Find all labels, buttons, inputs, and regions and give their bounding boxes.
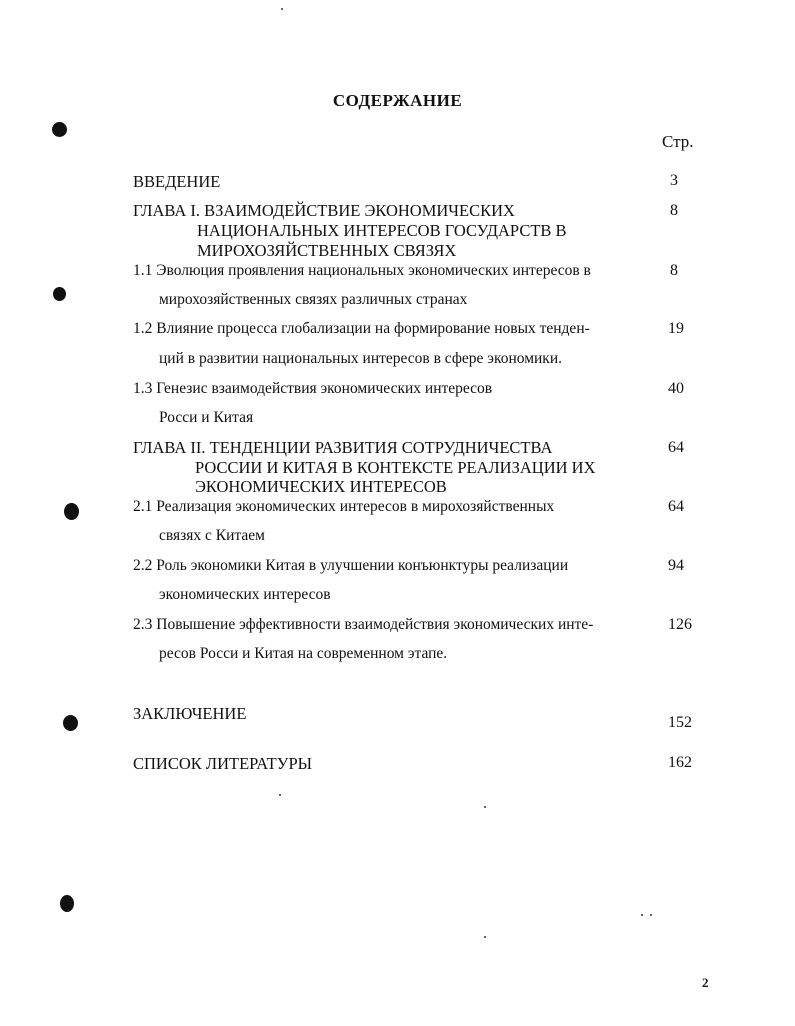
toc-entry-line: ГЛАВА II. ТЕНДЕНЦИИ РАЗВИТИЯ СОТРУДНИЧЕСТВА	[133, 438, 553, 457]
toc-entry-line: 1.2 Влияние процесса глобализации на формирование новых тенден-	[133, 320, 590, 337]
scan-speck	[641, 914, 643, 916]
toc-entry-line: 2.1 Реализация экономических интересов в мирохозяйственных	[133, 498, 555, 515]
scan-speck	[650, 914, 652, 916]
toc-entry-line: 2.3 Повышение эффективности взаимодействия экономических инте-	[133, 616, 594, 633]
scan-speck	[484, 936, 486, 938]
scan-speck	[484, 806, 486, 808]
toc-entry-line: мирохозяйственных связях различных странах	[159, 291, 468, 308]
toc-entry-page: 64	[668, 439, 684, 456]
toc-entry-page: 8	[670, 202, 678, 219]
scan-blot	[64, 503, 79, 520]
toc-entry-line: МИРОХОЗЯЙСТВЕННЫХ СВЯЗЯХ	[197, 241, 457, 260]
toc-entry-page: 126	[668, 616, 692, 633]
toc-entry-page: 64	[668, 498, 684, 515]
toc-entry-page: 162	[668, 754, 692, 771]
scan-blot	[63, 715, 78, 731]
toc-entry-line: Росси и Китая	[159, 409, 254, 426]
toc-entry-line: 2.2 Роль экономики Китая в улучшении конъюнктуры реализации	[133, 557, 569, 574]
toc-entry-line: ЭКОНОМИЧЕСКИХ ИНТЕРЕСОВ	[195, 477, 447, 496]
toc-entry-line: ций в развитии национальных интересов в сфере экономики.	[159, 350, 562, 367]
toc-entry-page: 152	[668, 714, 692, 731]
scan-speck	[279, 794, 281, 796]
toc-entry-line: ресов Росси и Китая на современном этапе.	[159, 645, 448, 662]
toc-entry-line: НАЦИОНАЛЬНЫХ ИНТЕРЕСОВ ГОСУДАРСТВ В	[197, 221, 567, 240]
scan-blot	[53, 287, 66, 301]
toc-entry-page: 94	[668, 557, 684, 574]
toc-entry-line: СПИСОК ЛИТЕРАТУРЫ	[133, 754, 313, 773]
toc-entry-page: 40	[668, 380, 684, 397]
toc-entry-page: 19	[668, 320, 684, 337]
page-column-label: Стр.	[662, 132, 694, 151]
toc-entry-line: 1.1 Эволюция проявления национальных экономических интересов в	[133, 262, 591, 279]
toc-entry-page: 3	[670, 172, 678, 189]
page-number: 2	[702, 975, 709, 990]
toc-entry-page: 8	[670, 262, 678, 279]
scan-blot	[60, 895, 74, 912]
scan-blot	[52, 122, 67, 137]
toc-entry-line: 1.3 Генезис взаимодействия экономических интересов	[133, 380, 493, 397]
toc-entry-line: РОССИИ И КИТАЯ В КОНТЕКСТЕ РЕАЛИЗАЦИИ ИХ	[195, 458, 596, 477]
toc-entry-line: экономических интересов	[159, 586, 331, 603]
toc-entry-line: ГЛАВА I. ВЗАИМОДЕЙСТВИЕ ЭКОНОМИЧЕСКИХ	[133, 201, 515, 220]
toc-entry-line: ЗАКЛЮЧЕНИЕ	[133, 704, 247, 723]
toc-entry-line: ВВЕДЕНИЕ	[133, 172, 221, 191]
toc-entry-line: связях с Китаем	[159, 527, 265, 544]
page-title: СОДЕРЖАНИЕ	[332, 91, 463, 110]
scan-speck	[281, 8, 283, 10]
